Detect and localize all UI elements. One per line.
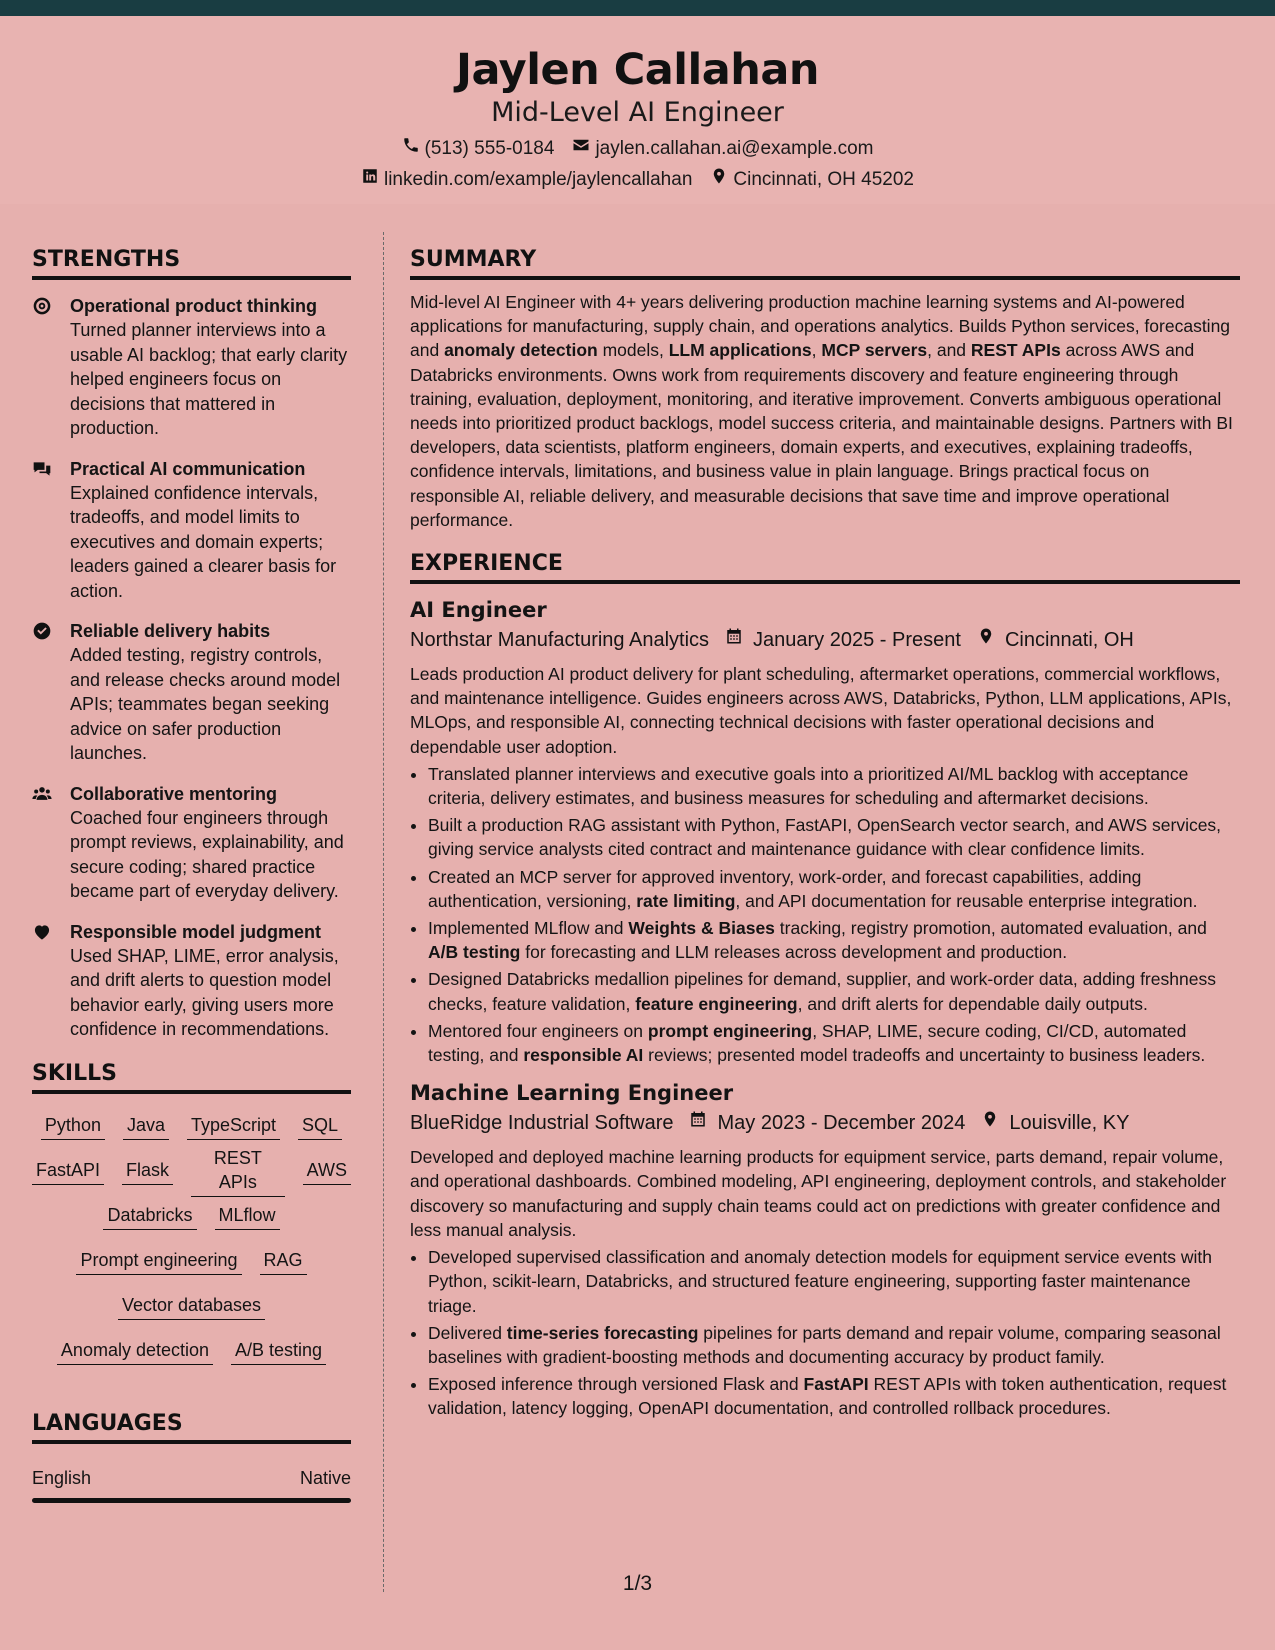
strength-body <box>70 619 351 766</box>
skill-tag: FastAPI <box>32 1158 104 1185</box>
job-location: Cincinnati, OH <box>1004 629 1134 652</box>
bullet-item <box>428 762 1240 810</box>
skill-tag: A/B testing <box>231 1338 326 1365</box>
job-description: Developed and deployed machine learning products for equipment service, parts demand, repair volume, and operational dashboards. Combined modeling, API engineering, deployment controls, and stakeholder discovery so manufacturing and supply chain teams could act on predictions with greater confidence and less manual analysis. <box>410 1147 1227 1240</box>
email-text[interactable]: jaylen.callahan.ai@example.com <box>595 137 874 159</box>
column-divider <box>383 232 384 1592</box>
target-icon <box>32 294 54 441</box>
text-span: Exposed inference through versioned Flask and <box>428 1374 804 1395</box>
contact-email[interactable] <box>572 136 873 161</box>
skill-row <box>32 1329 351 1374</box>
bold-text: feature engineering <box>635 993 798 1014</box>
text-span: models, <box>597 340 669 361</box>
language-proficiency-bar <box>32 1498 351 1503</box>
skill-tag: RAG <box>260 1248 307 1275</box>
page-number: 1/3 <box>622 1572 653 1595</box>
text-span: , SHAP, LIME, secure coding, CI/CD, automated testing, and <box>428 1020 1187 1066</box>
resume-header <box>0 16 1275 204</box>
strengths-heading: STRENGTHS <box>32 246 351 280</box>
text-span: Designed Databricks medallion pipelines for demand, supplier, and work-order data, adding freshness checks, feature validation, <box>428 969 1216 1014</box>
job-title: AI Engineer <box>410 598 547 623</box>
text-span: , and <box>927 340 971 361</box>
company-name: BlueRidge Industrial Software <box>410 1112 674 1135</box>
skill-tag: Vector databases <box>118 1293 265 1320</box>
strength-item <box>32 457 351 604</box>
skill-tag: Anomaly detection <box>57 1338 213 1365</box>
strength-description: Explained confidence intervals, tradeoffs, and model limits to executives and domain experts; leaders gained a clearer basis for action. <box>70 482 337 601</box>
bullet-item <box>428 1245 1240 1318</box>
job-dates: May 2023 - December 2024 <box>717 1112 966 1135</box>
strength-title: Practical AI communication <box>70 458 306 479</box>
contact-linkedin[interactable] <box>361 167 692 192</box>
bullet-item <box>428 967 1240 1015</box>
text-span: pipelines for parts demand and repair volume, comparing seasonal baselines with gradient-boosting methods and documenting accuracy by product family. <box>428 1322 1221 1367</box>
skill-row <box>32 1104 351 1149</box>
strengths-section <box>32 246 351 1042</box>
bold-text: rate limiting <box>636 890 736 911</box>
strength-description: Turned planner interviews into a usable AI backlog; that early clarity helped engineers focus on decisions that mattered in production. <box>70 320 348 438</box>
language-name: English <box>32 1467 92 1488</box>
calendar-icon <box>689 1109 707 1137</box>
left-column <box>32 246 351 1503</box>
text-span: tracking, registry promotion, automated evaluation, and <box>774 918 1207 939</box>
heart-icon <box>32 920 54 1042</box>
bullet-item <box>428 1321 1240 1369</box>
language-row <box>32 1466 351 1490</box>
bold-text: responsible AI <box>523 1045 644 1066</box>
skill-tag: Databricks <box>103 1203 196 1230</box>
job-title: Machine Learning Engineer <box>410 1081 734 1106</box>
skill-tag: Prompt engineering <box>76 1248 241 1275</box>
bold-text: anomaly detection <box>444 340 598 361</box>
summary-section <box>410 246 1240 532</box>
text-span: Created an MCP server for approved inventory, work-order, and forecast capabilities, adding authentication, versioning, <box>428 866 1142 911</box>
text-span: Developed supervised classification and anomaly detection models for equipment service events with Python, scikit-learn, Databricks, and structured feature engineering, supporting faster maintenance triage. <box>428 1247 1213 1316</box>
contact-location <box>710 167 914 192</box>
text-span: reviews; presented model tradeoffs and uncertainty to business leaders. <box>643 1045 1206 1066</box>
strength-description: Added testing, registry controls, and release checks around model APIs; teammates began seeking advice on safer production launches. <box>70 645 341 763</box>
top-accent-bar <box>0 0 1275 16</box>
job-bullets <box>410 1245 1240 1420</box>
strength-item <box>32 920 351 1042</box>
skill-tag: Python <box>41 1113 105 1140</box>
job-description: Leads production AI product delivery for plant scheduling, aftermarket operations, commercial workflows, and maintenance intelligence. Guides engineers across AWS, Databricks, Python, LLM applications, APIs, MLOps, and responsible AI, connecting technical decisions with faster operational decisions and dependable user adoption. <box>410 664 1232 757</box>
strength-title: Responsible model judgment <box>70 921 322 942</box>
skill-row <box>32 1239 351 1284</box>
job-dates: January 2025 - Present <box>753 629 961 652</box>
jobs-list <box>410 596 1240 1420</box>
bold-text: prompt engineering <box>647 1020 813 1041</box>
strength-item <box>32 619 351 766</box>
languages-section <box>32 1410 351 1503</box>
skill-tag: TypeScript <box>187 1113 280 1140</box>
bullet-item <box>428 865 1240 913</box>
skills-list <box>32 1104 351 1374</box>
text-span: , and API documentation for reusable enterprise integration. <box>735 890 1198 911</box>
check-circle-icon <box>32 619 54 766</box>
skills-heading: SKILLS <box>32 1060 351 1094</box>
text-span: for forecasting and LLM releases across development and production. <box>520 942 1068 963</box>
strength-body <box>70 920 351 1042</box>
contact-row-1 <box>0 136 1275 161</box>
bold-text: FastAPI <box>803 1374 869 1395</box>
strength-title: Collaborative mentoring <box>70 783 278 804</box>
languages-heading: LANGUAGES <box>32 1410 351 1444</box>
contact-row-2 <box>0 167 1275 192</box>
linkedin-text[interactable]: linkedin.com/example/jaylencallahan <box>383 168 693 190</box>
job-bullets <box>410 762 1240 1067</box>
bold-text: REST APIs <box>970 340 1061 361</box>
strength-title: Reliable delivery habits <box>70 621 271 641</box>
text-span: Mentored four engineers on <box>428 1020 648 1041</box>
experience-heading: EXPERIENCE <box>410 550 1240 584</box>
text-span: Translated planner interviews and executive goals into a prioritized AI/ML backlog with acceptance criteria, delivery estimates, and business measures for scheduling and aftermarket decisions. <box>428 763 1189 809</box>
candidate-title: Mid-Level AI Engineer <box>491 97 784 128</box>
bullet-item <box>428 1372 1240 1420</box>
strength-item <box>32 782 351 904</box>
map-pin-icon <box>977 626 995 654</box>
job-meta <box>410 626 1240 654</box>
calendar-icon <box>725 626 743 654</box>
skill-tag: REST APIs <box>191 1146 285 1197</box>
skill-row <box>32 1194 351 1239</box>
strength-body <box>70 294 351 441</box>
experience-section <box>410 550 1240 1420</box>
text-span: Delivered <box>428 1322 507 1343</box>
bold-text: LLM applications <box>668 340 812 361</box>
skill-row <box>32 1284 351 1329</box>
strength-item <box>32 294 351 441</box>
text-span: Mid-level AI Engineer with 4+ years delivering production machine learning systems and AI-powered applications for manufacturing, supply chain, and operations analytics. Builds Python services, forecasting and <box>410 292 1231 361</box>
strength-title: Operational product thinking <box>70 296 317 316</box>
strengths-list <box>32 294 351 1042</box>
bold-text: A/B testing <box>428 942 521 963</box>
envelope-icon <box>572 136 590 161</box>
company-name: Northstar Manufacturing Analytics <box>410 629 710 652</box>
text-span: , <box>811 340 822 361</box>
bullet-item <box>428 813 1240 861</box>
skills-section <box>32 1060 351 1374</box>
comments-icon <box>32 457 54 604</box>
job-meta <box>410 1109 1240 1137</box>
users-icon <box>32 782 54 904</box>
summary-text <box>410 290 1240 532</box>
skill-tag: Flask <box>122 1158 173 1185</box>
skill-tag: MLflow <box>215 1203 280 1230</box>
contact-phone <box>402 136 555 161</box>
strength-description: Coached four engineers through prompt reviews, explainability, and secure coding; shared practice became part of everyday delivery. <box>70 807 344 901</box>
summary-heading: SUMMARY <box>410 246 1240 280</box>
skill-tag: Java <box>123 1113 169 1140</box>
job-location: Louisville, KY <box>1009 1112 1130 1135</box>
bold-text: Weights & Biases <box>628 918 775 939</box>
location-text: Cincinnati, OH 45202 <box>733 168 914 190</box>
text-span: , and drift alerts for dependable daily outputs. <box>797 993 1148 1014</box>
job-entry <box>410 596 1240 1067</box>
skill-tag: AWS <box>303 1158 351 1185</box>
right-column <box>410 246 1240 1421</box>
map-pin-icon <box>710 167 728 192</box>
phone-icon <box>402 136 420 161</box>
map-pin-icon <box>981 1109 999 1137</box>
bullet-item <box>428 1019 1240 1067</box>
strength-body <box>70 457 351 604</box>
job-entry <box>410 1079 1240 1420</box>
bullet-item <box>428 916 1240 964</box>
bold-text: time-series forecasting <box>506 1322 699 1343</box>
skill-tag: SQL <box>298 1113 342 1140</box>
phone-text: (513) 555-0184 <box>424 137 555 159</box>
text-span: Built a production RAG assistant with Python, FastAPI, OpenSearch vector search, and AWS services, giving service analysts cited contract and maintenance guidance with clear confidence limits. <box>428 815 1222 860</box>
linkedin-icon <box>361 167 379 192</box>
text-span: REST APIs with token authentication, request validation, latency logging, OpenAPI documentation, and controlled rollback procedures. <box>428 1374 1227 1419</box>
strength-description: Used SHAP, LIME, error analysis, and drift alerts to question model behavior early, giving users more confidence in recommendations. <box>70 945 339 1039</box>
strength-body <box>70 782 351 904</box>
bold-text: MCP servers <box>821 340 928 361</box>
text-span: Implemented MLflow and <box>428 918 629 939</box>
skill-row <box>32 1149 351 1194</box>
text-span: across AWS and Databricks environments. Owns work from requirements discovery and feature engineering through training, evaluation, deployment, monitoring, and iterative improvement. Converts ambiguous operational needs into prioritized product backlogs, model success criteria, and maintainable designs. Partners with BI developers, data scientists, platform engineers, domain experts, and executives, explaining tradeoffs, confidence intervals, limitations, and business value in plain language. Brings practical focus on responsible AI, reliable delivery, and measurable decisions that save time and improve operational performance. <box>410 340 1233 530</box>
language-level: Native <box>299 1467 351 1488</box>
candidate-name: Jaylen Callahan <box>455 45 820 95</box>
